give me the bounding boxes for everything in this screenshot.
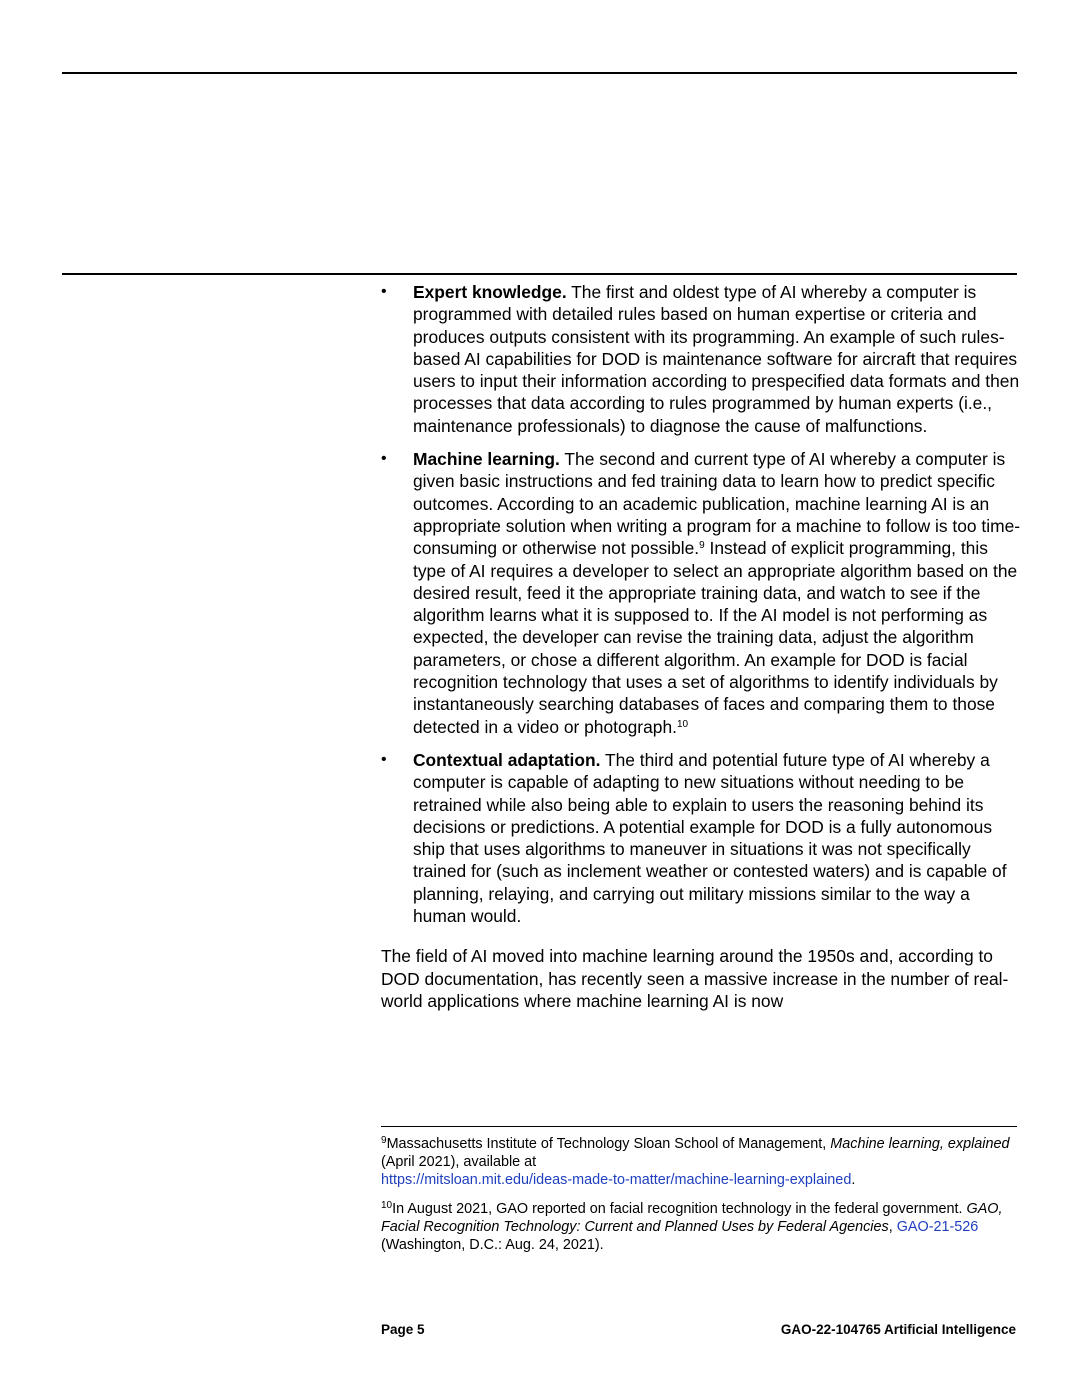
list-item-machine-learning — [381, 448, 1021, 738]
list-item-expert-knowledge — [381, 281, 1021, 437]
footnote-text: In August 2021, GAO reported on facial recognition technology in the federal government. — [392, 1201, 967, 1217]
footnote-link[interactable]: GAO-21-526 — [896, 1219, 979, 1235]
footnote-ref-10[interactable]: 10 — [676, 718, 689, 730]
footnote-ref-9[interactable]: 9 — [699, 540, 705, 552]
bullet-icon: • — [381, 450, 387, 468]
term-label: Contextual adaptation. — [413, 749, 601, 770]
item-text: The first and oldest type of AI whereby a computer is programmed with detailed rules based on human expertise or criteria and produces outputs consistent with its programming. An example of such rules-based AI capabilities for DOD is maintenance software for aircraft that requires users to input their information according to prespecified data formats and then processes that data according to rules programmed by human experts (i.e., maintenance professionals) to diagnose the cause of malfunctions. — [413, 282, 1020, 436]
footnote-title: GAO, Facial Recognition Technology: Current and Planned Uses by Federal Agencies — [381, 1201, 1003, 1235]
term-label: Expert knowledge. — [413, 282, 567, 302]
bullet-icon: • — [381, 283, 387, 300]
footnote-text: . — [851, 1172, 856, 1188]
term-label: Machine learning. — [413, 449, 560, 470]
item-text: The third and potential future type of AI whereby a computer is capable of adapting to new situations without needing to be retrained while also being able to explain to users the reasoning behind its decisions or predictions. A potential example for DOD is a fully autonomous ship that uses algorithms to maneuver in situations it was not specifically trained for (such as inclement weather or contested waters) and is capable of planning, relaying, and carrying out military missions similar to the way a human would. — [413, 749, 1007, 927]
footnote-10 — [381, 1200, 1021, 1254]
item-text-continued: Instead of explicit programming, this type of AI requires a developer to select an appropriate algorithm based on the desired result, feed it the appropriate training data, and watch to see if the algorithm learns what it is supposed to. If the AI model is not performing as expected, the developer can revise the training data, adjust the algorithm parameters, or chose a different algorithm. An example for DOD is facial recognition technology that uses a set of algorithms to identify individuals by instantaneously searching databases of faces and comparing them to those detected in a video or photograph. — [413, 538, 1018, 737]
footnote-text: Massachusetts Institute of Technology Sloan School of Management, — [386, 1136, 831, 1152]
footnote-number: 10 — [381, 1200, 393, 1211]
footnote-rule — [381, 1126, 1017, 1127]
ai-types-list — [381, 281, 1021, 927]
footnote-text: (Washington, D.C.: Aug. 24, 2021). — [381, 1237, 604, 1253]
item-text: The second and current type of AI whereby a computer is given basic instructions and fed training data to learn how to predict specific outcomes. According to an academic publication, machine learning AI is an appropriate solution when writing a program for a machine to follow is too time-consuming or otherwise not possible. — [413, 449, 1021, 559]
footnotes — [381, 1135, 1021, 1265]
main-content — [381, 281, 1021, 1012]
list-item-contextual-adaptation — [381, 749, 1021, 927]
body-paragraph: The field of AI moved into machine learning around the 1950s and, according to DOD documentation, has recently seen a massive increase in the number of real-world applications where machine learning AI is now — [381, 946, 1009, 1011]
footnote-9 — [381, 1135, 1021, 1189]
footnote-title: Machine learning, explained — [830, 1136, 1010, 1152]
top-rule — [62, 72, 1017, 74]
footnote-text: , — [888, 1219, 897, 1235]
footnote-number: 9 — [381, 1135, 387, 1146]
report-label: GAO-22-104765 Artificial Intelligence — [780, 1322, 1016, 1337]
section-rule — [62, 273, 1017, 275]
bullet-icon: • — [381, 750, 387, 768]
footnote-text: (April 2021), available at — [381, 1154, 537, 1170]
footnote-link[interactable]: https://mitsloan.mit.edu/ideas-made-to-matter/machine-learning-explained — [381, 1172, 852, 1188]
page-number: Page 5 — [381, 1322, 425, 1337]
